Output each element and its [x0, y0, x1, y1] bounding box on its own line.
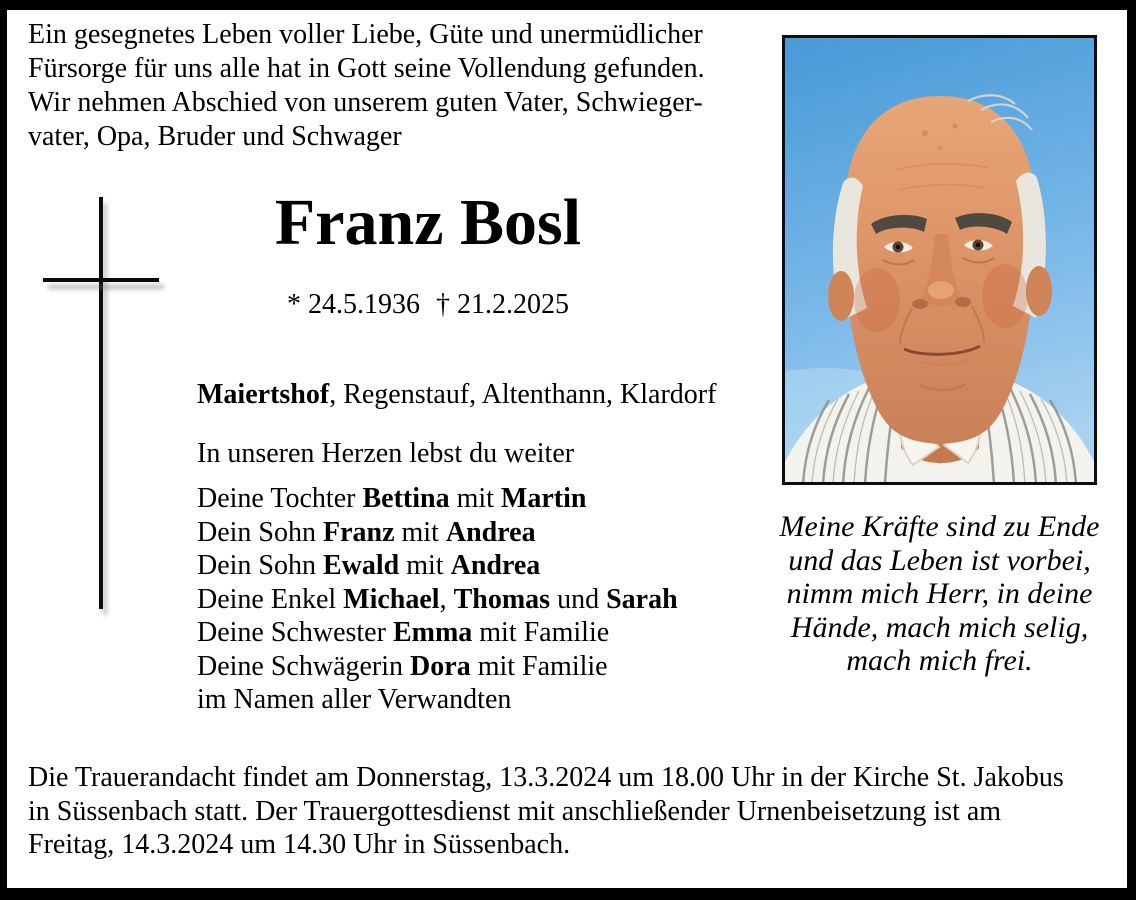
residence-line: [197, 378, 716, 412]
mourner-text: mit Familie: [470, 650, 608, 682]
death-date: † 21.2.2025: [436, 289, 569, 320]
mourner-text: Deine Enkel: [197, 583, 344, 615]
portrait-photo-svg: [785, 38, 1094, 482]
mourner-line: [197, 549, 678, 583]
mourner-name: Franz: [323, 516, 395, 548]
funeral-line: Die Trauerandacht findet am Donnerstag, 13.3.2024 um 18.00 Uhr in der Kirche St. Jakobus: [28, 762, 1064, 793]
mourner-text: mit Familie: [472, 617, 610, 648]
mourner-text: Deine Schwägerin: [197, 650, 411, 682]
mourner-name: Dora: [410, 650, 471, 682]
intro-line: Wir nehmen Abschied von unserem guten Vater, Schwieger-: [28, 87, 703, 118]
mourners-list: [197, 482, 678, 717]
mourner-name: Emma: [392, 617, 473, 648]
birth-date: * 24.5.1936: [287, 289, 420, 320]
mourner-name: Bettina: [362, 483, 450, 514]
mourner-text: mit: [399, 550, 451, 581]
mourner-text: ,: [439, 583, 454, 615]
mourner-name: Andrea: [450, 550, 541, 581]
mourner-name: Sarah: [606, 583, 678, 615]
intro-line: Fürsorge für uns alle hat in Gott seine Vollendung gefunden.: [28, 53, 705, 84]
life-dates: [203, 288, 653, 322]
verse-line: nimm mich Herr, in deine: [786, 577, 1093, 610]
mourner-line: [197, 583, 678, 617]
residence-rest: , Regenstauf, Altenthann, Klardorf: [329, 379, 717, 410]
memorial-verse: [777, 510, 1102, 678]
mourner-text: mit: [449, 483, 501, 514]
mourner-line: [197, 516, 678, 550]
mourner-line: [197, 683, 678, 717]
mourner-line: [197, 650, 678, 684]
deceased-name: Franz Bosl: [274, 186, 582, 259]
mourner-name: Michael: [343, 583, 440, 615]
verse-line: mach mich frei.: [846, 644, 1033, 677]
mourner-text: im Namen aller Verwandten: [197, 684, 512, 715]
mourner-text: und: [550, 583, 607, 615]
memory-line: In unseren Herzen lebst du weiter: [197, 438, 575, 469]
verse-line: und das Leben ist vorbei,: [788, 543, 1091, 577]
mourner-name: Martin: [500, 483, 587, 514]
mourner-name: Thomas: [453, 583, 551, 615]
mourner-text: Deine Tochter: [197, 483, 363, 514]
mourner-text: Dein Sohn: [197, 516, 323, 548]
mourner-text: Dein Sohn: [197, 550, 323, 581]
funeral-line: Freitag, 14.3.2024 um 14.30 Uhr in Süssenbach.: [28, 829, 571, 860]
verse-line: Meine Kräfte sind zu Ende: [779, 510, 1100, 543]
mourner-name: Andrea: [445, 516, 536, 548]
cross-vertical-bar: [99, 197, 103, 609]
mourner-text: Deine Schwester: [197, 617, 393, 648]
intro-text: [28, 18, 705, 154]
mourner-line: [197, 616, 678, 650]
mourner-text: mit: [394, 516, 446, 548]
intro-line: Ein gesegnetes Leben voller Liebe, Güte und unermüdlicher: [28, 19, 703, 50]
funeral-line: in Süssenbach statt. Der Trauergottesdienst mit anschließender Urnenbeisetzung ist am: [28, 795, 1002, 827]
verse-line: Hände, mach mich selig,: [790, 610, 1089, 644]
cross-horizontal-bar: [43, 278, 159, 282]
residence-primary: Maiertshof: [197, 379, 330, 410]
mourner-line: [197, 482, 678, 516]
intro-line: vater, Opa, Bruder und Schwager: [28, 121, 402, 152]
portrait-photo: [782, 35, 1097, 485]
mourner-name: Ewald: [323, 550, 400, 581]
funeral-info: [28, 761, 1064, 862]
